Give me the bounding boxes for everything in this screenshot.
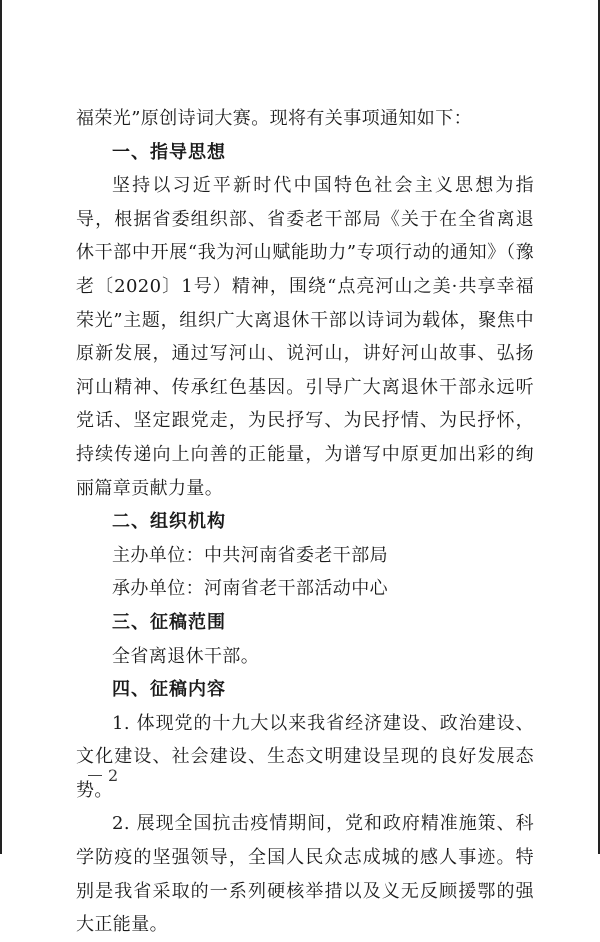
paragraph-guiding-ideology: 坚持以习近平新时代中国特色社会主义思想为指导，根据省委组织部、省委老干部局《关于在全省离退休干部中开展“我为河山赋能助力”专项行动的通知》（豫老〔2020〕1号）精神，围绕“点亮河山之美·共享幸福荣光”主题，组织广大离退休干部以诗词为载体，聚焦中原新发展，通过写河山、说河山，讲好河山故事、弘扬河山精神、传承红色基因。引导广大离退休干部永远听党话、坚定跟党走，为民抒写、为民抒情、为民抒怀，持续传递向上向善的正能量，为谱写中原更加出彩的绚丽篇章贡献力量。 — [76, 175, 534, 499]
section-heading-content: 四、征稿内容 — [112, 679, 226, 701]
content-item-2: 2. 展现全国抗击疫情期间，党和政府精准施策、科学防疫的坚强领导，全国人民众志成城的感人事迹。特别是我省采取的一系列硬核举措以及义无反顾援鄂的强大正能量。 — [76, 813, 534, 936]
section-heading-scope: 三、征稿范围 — [112, 611, 226, 633]
content-item-1: 1. 体现党的十九大以来我省经济建设、政治建设、文化建设、社会建设、生态文明建设呈现的良好发展态势。 — [76, 712, 534, 801]
scan-edge-left — [0, 0, 2, 854]
intro-line: 福荣光”原创诗词大赛。现将有关事项通知如下： — [76, 108, 472, 129]
section-heading-guiding-ideology: 一、指导思想 — [112, 141, 226, 163]
section-heading-organization: 二、组织机构 — [112, 511, 226, 533]
paragraph-scope: 全省离退休干部。 — [112, 645, 260, 667]
document-body — [76, 102, 534, 942]
page-number-value: 2 — [108, 766, 119, 785]
page-number-dash-left — [88, 775, 102, 776]
organizer-undertaker: 承办单位：河南省老干部活动中心 — [112, 578, 388, 600]
page-number — [88, 766, 118, 785]
organizer-host: 主办单位：中共河南省委老干部局 — [112, 544, 388, 566]
